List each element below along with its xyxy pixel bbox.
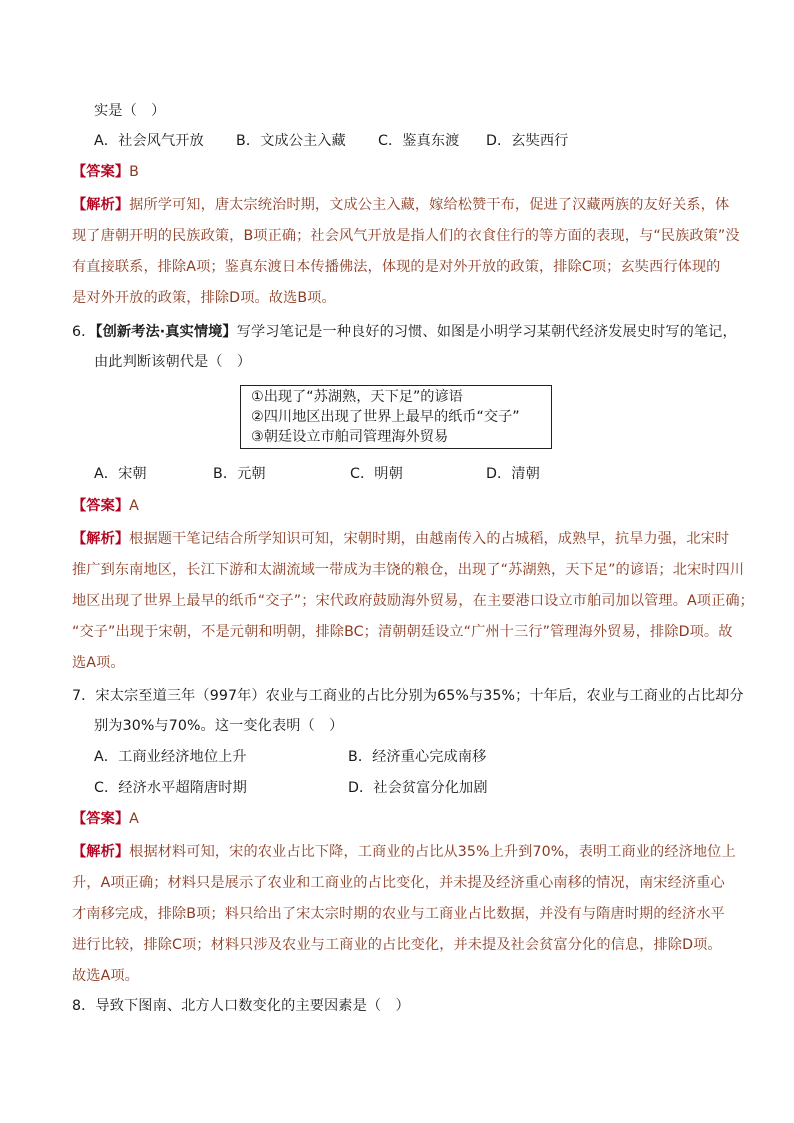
q6-analysis-line-4: “交子”出现于宋朝，不是元朝和明朝，排除BC；清朝朝廷设立“广州十三行”管理海外贸易，排除D项。故: [72, 624, 733, 640]
q6-analysis-line-3: 地区出现了世界上最早的纸币“交子”；宋代政府鼓励海外贸易，在主要港口设立市舶司加以管理。A项正确；: [72, 593, 754, 609]
q7-analysis-line-5: 故选A项。: [72, 968, 139, 984]
q6-option-d: D．清朝: [486, 466, 540, 482]
q6-option-b: B．元朝: [213, 466, 266, 482]
answer-value: A: [129, 811, 139, 827]
q6-option-a: A．宋朝: [94, 466, 147, 482]
note-item-1: ①出现了“苏湖熟，天下足”的谚语: [251, 389, 463, 405]
q5-answer: [72, 162, 139, 182]
note-item-3: ③朝廷设立市舶司管理海外贸易: [251, 429, 449, 445]
q7-stem-line-1: 7．宋太宗至道三年（997年）农业与工商业的占比分别为65%与35%；十年后，农业与工商业的占比却分: [72, 688, 744, 704]
q7-stem-line-2: 别为30%与70%。这一变化表明（ ）: [94, 718, 344, 734]
q7-answer: [72, 809, 139, 829]
q7-analysis-line-2: 升，A项正确；材料只是展示了农业和工商业的占比变化，并未提及经济重心南移的情况，南宋经济重心: [72, 875, 725, 891]
q6-answer: [72, 496, 139, 516]
q7-option-d: D．社会贫富分化加剧: [348, 780, 488, 796]
q5-analysis-line-3: 有直接联系，排除A项；鉴真东渡日本传播佛法，体现的是对外开放的政策，排除C项；玄奘西行体现的: [72, 259, 721, 275]
q5-option-a: A．社会风气开放: [94, 133, 204, 149]
q6-tag: 【创新考法·真实情境】: [95, 324, 237, 340]
q5-option-c: C．鉴真东渡: [378, 133, 460, 149]
q7-analysis-line-1: 【解析】根据材料可知，宋的农业占比下降，工商业的占比从35%上升到70%，表明工商业的经济地位上: [72, 844, 736, 860]
answer-value: A: [129, 498, 139, 514]
answer-label: 【答案】: [72, 498, 130, 514]
answer-label: 【答案】: [72, 164, 130, 180]
q7-analysis-line-3: 才南移完成，排除B项；料只给出了宋太宗时期的农业与工商业占比数据，并没有与隋唐时期的经济水平: [72, 906, 725, 922]
q6-analysis-line-5: 选A项。: [72, 655, 125, 671]
q8-stem: 8．导致下图南、北方人口数变化的主要因素是（ ）: [72, 998, 410, 1014]
q5-analysis-line-4: 是对外开放的政策，排除D项。故选B项。: [72, 290, 336, 306]
q6-stem-line-1: [72, 322, 737, 342]
q6-number: 6．: [72, 324, 96, 340]
q7-option-a: A．工商业经济地位上升: [94, 749, 247, 765]
q7-option-c: C．经济水平超隋唐时期: [94, 780, 247, 796]
answer-value: B: [129, 164, 139, 180]
q6-stem-text: 写学习笔记是一种良好的习惯、如图是小明学习某朝代经济发展史时写的笔记，: [236, 324, 737, 340]
q6-stem-line-2: 由此判断该朝代是（ ）: [94, 354, 252, 370]
analysis-label: 【解析】: [72, 197, 130, 213]
analysis-label: 【解析】: [72, 531, 130, 547]
q5-analysis-line-1: 【解析】据所学可知，唐太宗统治时期，文成公主入藏，嫁给松赞干布，促进了汉藏两族的友好关系，体: [72, 197, 730, 213]
q5-option-b: B．文成公主入藏: [236, 133, 346, 149]
q6-option-c: C．明朝: [350, 466, 403, 482]
q5-analysis-line-2: 现了唐朝开明的民族政策，B项正确；社会风气开放是指人们的衣食住行的等方面的表现，与“民族政策”没: [72, 228, 740, 244]
study-notes-box: [240, 385, 552, 449]
q6-analysis-line-2: 推广到东南地区，长江下游和太湖流域一带成为丰饶的粮仓，出现了“苏湖熟，天下足”的谚语；北宋时四川: [72, 562, 745, 578]
analysis-label: 【解析】: [72, 844, 130, 860]
q5-stem-tail: 实是（ ）: [94, 103, 166, 119]
q7-option-b: B．经济重心完成南移: [348, 749, 487, 765]
q6-analysis-line-1: 【解析】根据题干笔记结合所学知识可知，宋朝时期，由越南传入的占城稻，成熟早，抗旱力强，北宋时: [72, 531, 730, 547]
answer-label: 【答案】: [72, 811, 130, 827]
q7-analysis-line-4: 进行比较，排除C项；材料只涉及农业与工商业的占比变化，并未提及社会贫富分化的信息，排除D项。: [72, 937, 722, 953]
q5-option-d: D．玄奘西行: [486, 133, 569, 149]
note-item-2: ②四川地区出现了世界上最早的纸币“交子”: [251, 409, 520, 425]
